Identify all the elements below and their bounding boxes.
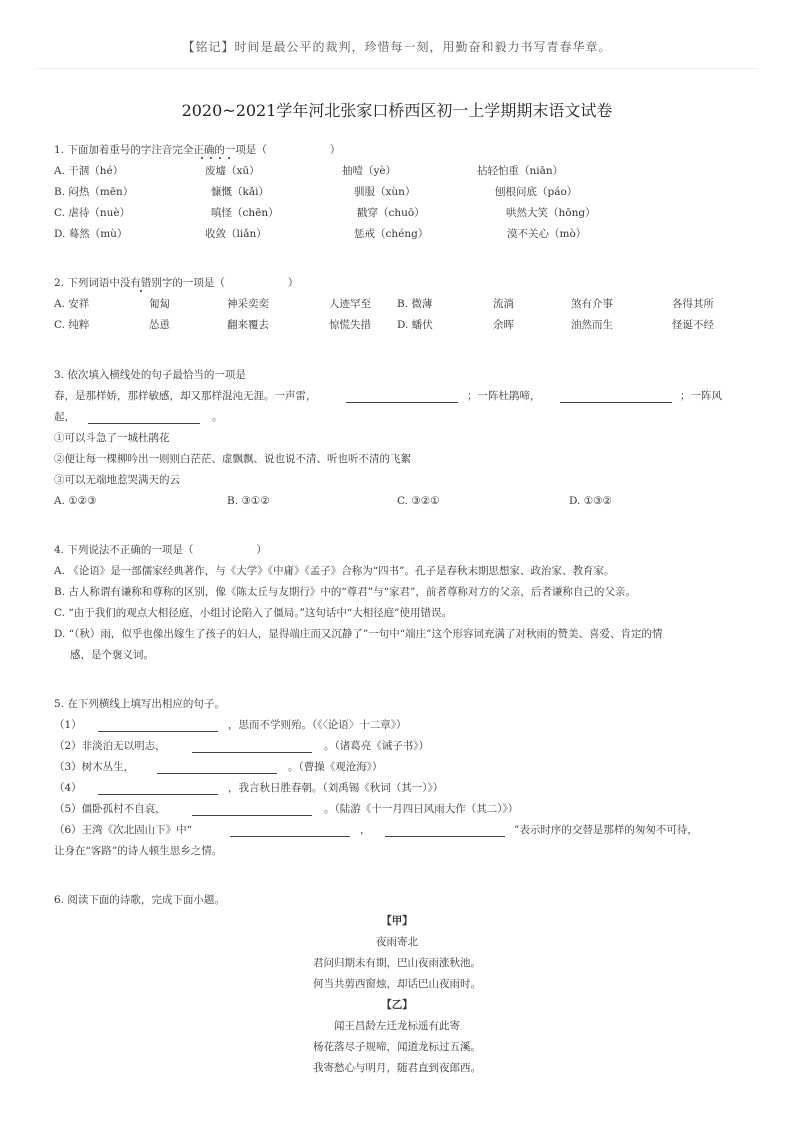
q2-option-a-4: 人迹罕至 xyxy=(329,298,371,310)
q3-choice-c: C. ③②① xyxy=(397,495,440,507)
q5-item-1-label: （1） xyxy=(54,719,82,731)
q3-choice-d: D. ①③② xyxy=(569,495,612,507)
q4-option-c: C. “由于我们的观点大相径庭，小组讨论陷入了僵局。”这句话中“大相径庭”使用错误。 xyxy=(54,607,453,619)
q5-item-2-label: （2）非淡泊无以明志， xyxy=(54,740,166,752)
q2-option-d-1: D. 蟠伏 xyxy=(397,319,433,331)
q2-option-b-1: B. 微薄 xyxy=(397,298,433,310)
q5-blank-5[interactable] xyxy=(192,815,312,816)
q2-option-b-3: 煞有介事 xyxy=(571,298,613,310)
q1-option-d-3: 惩戒（chéng） xyxy=(354,228,429,240)
q2-option-d-3: 油然而生 xyxy=(571,319,613,331)
q1-option-a-3: 抽噎（yè） xyxy=(342,165,397,177)
header-divider xyxy=(36,68,758,69)
q2-option-a-2: 匍匐 xyxy=(149,298,170,310)
q5-blank-3[interactable] xyxy=(157,773,277,774)
q1-option-b-2: 慷慨（kǎi） xyxy=(211,186,269,198)
q3-choice-a: A. ①②③ xyxy=(54,495,97,507)
q2-option-d-4: 怪诞不经 xyxy=(672,319,714,331)
q5-item-6-text: ”表示时序的交替是那样的匆匆不可待， xyxy=(514,824,698,836)
q1-option-a-4: 拈轻怕重（niān） xyxy=(477,165,564,177)
q5-stem: 5. 在下列横线上填写出相应的句子。 xyxy=(54,698,225,710)
q2-option-c-1: C. 纯粹 xyxy=(54,319,90,331)
poem-jia-title: 夜雨寄北 xyxy=(376,936,418,948)
q1-option-c-4: 哄然大笑（hōng） xyxy=(506,207,596,219)
poem-yi-title: 闻王昌龄左迁龙标遥有此寄 xyxy=(334,1020,460,1032)
q2-stem: 2. 下列词语中没有错别字的一项是（ ） xyxy=(54,277,299,289)
q2-option-b-2: 流淌 xyxy=(493,298,514,310)
q3-passage-part: ；一阵杜鹃啼， xyxy=(467,390,541,402)
q2-option-a-3: 神采奕奕 xyxy=(227,298,269,310)
exam-title: 2020~2021学年河北张家口桥西区初一上学期期末语文试卷 xyxy=(181,101,613,120)
q3-blank-2[interactable] xyxy=(560,402,672,403)
q1-option-d-1: D. 蓦然（mù） xyxy=(54,228,128,240)
q5-item-6-separator: ， xyxy=(360,824,371,836)
q1-option-c-3: 戳穿（chuō） xyxy=(357,207,425,219)
q5-blank-2[interactable] xyxy=(192,752,312,753)
q4-option-d: D. “（秋）雨，似乎也像出嫁生了孩子的妇人，显得端庄而又沉静了”一句中“端庄”这个形容词充满了对秋雨的赞美、喜爱、肯定的情 xyxy=(54,628,663,640)
q3-passage-part: ；一阵风 xyxy=(680,390,722,402)
q3-sentence-1: ①可以斗急了一城杜鹃花 xyxy=(54,432,170,444)
q5-item-3-text: 。（曹操《观沧海》） xyxy=(288,761,383,773)
q5-item-4-text: ，我言秋日胜春朝。（刘禹锡《秋词（其一）》） xyxy=(228,782,444,794)
q2-option-c-3: 翻来覆去 xyxy=(227,319,269,331)
q3-passage-part: 。 xyxy=(212,411,223,423)
q4-option-d-continued: 感，是个褒义词。 xyxy=(70,649,154,661)
emphasis-dot xyxy=(140,290,142,292)
q5-item-1-text: ，思而不学则殆。（《〈论语〉十二章》） xyxy=(228,719,407,731)
q5-blank-4[interactable] xyxy=(98,794,218,795)
poem-yi-line-2: 我寄愁心与明月，随君直到夜郎西。 xyxy=(313,1062,481,1074)
emphasis-dot xyxy=(228,157,230,159)
poem-jia-label: 【甲】 xyxy=(381,915,413,927)
q4-option-b: B. 古人称谓有谦称和尊称的区别，像《陈太丘与友期行》中的“尊君”与“家君”，前者尊称对方的父亲，后者谦称自己的父亲。 xyxy=(54,586,636,598)
q1-option-d-4: 漠不关心（mò） xyxy=(507,228,587,240)
q4-option-a: A. 《论语》是一部儒家经典著作，与《大学》《中庸》《孟子》合称为“四书”。孔子是春秋末期思想家、政治家、教育家。 xyxy=(54,565,615,577)
q1-option-c-2: 嗔怪（chēn） xyxy=(211,207,279,219)
q1-stem: 1. 下面加着重号的字注音完全正确的一项是（ ） xyxy=(54,144,341,156)
poem-jia-line-2: 何当共剪西窗烛，却话巴山夜雨时。 xyxy=(313,978,481,990)
q2-option-d-2: 余晖 xyxy=(493,319,514,331)
q1-option-b-1: B. 闷热（mēn） xyxy=(54,186,134,198)
q5-item-6-label: （6）王湾《次北固山下》中“ xyxy=(54,824,193,836)
q3-sentence-2: ②便让每一棵柳吟出一则则白茫茫、虚飘飘、说也说不清、听也听不清的飞絮 xyxy=(54,453,411,465)
q5-item-5-label: （5）僵卧孤村不自哀， xyxy=(54,803,166,815)
q5-blank-7[interactable] xyxy=(385,836,505,837)
poem-yi-line-1: 杨花落尽子规啼，闻道龙标过五溪。 xyxy=(313,1041,481,1053)
q3-sentence-3: ③可以无端地惹哭满天的云 xyxy=(54,474,180,486)
motto-banner: 【铭记】时间是最公平的裁判，珍惜每一刻，用勤奋和毅力书写青春华章。 xyxy=(182,40,612,54)
q6-stem: 6. 阅读下面的诗歌，完成下面小题。 xyxy=(54,894,225,906)
q5-blank-1[interactable] xyxy=(98,731,218,732)
q3-blank-1[interactable] xyxy=(346,402,458,403)
q5-item-2-text: 。（诸葛亮《诫子书》） xyxy=(324,740,429,752)
emphasis-dot xyxy=(210,157,212,159)
q3-stem: 3. 依次填入横线处的句子最恰当的一项是 xyxy=(54,369,246,381)
q3-choice-b: B. ③①② xyxy=(227,495,270,507)
q1-option-a-1: A. 干涸（hé） xyxy=(54,165,124,177)
emphasis-dot xyxy=(201,157,203,159)
poem-jia-line-1: 君问归期未有期，巴山夜雨涨秋池。 xyxy=(313,957,481,969)
q1-option-c-1: C. 虐待（nuè） xyxy=(54,207,131,219)
poem-yi-label: 【乙】 xyxy=(381,999,413,1011)
q1-option-d-2: 收敛（liǎn） xyxy=(205,228,267,240)
q2-option-c-2: 怂恿 xyxy=(149,319,170,331)
q1-option-b-3: 驯服（xùn） xyxy=(354,186,416,198)
q5-item-5-text: 。（陆游《十一月四日风雨大作（其二）》） xyxy=(324,803,519,815)
q2-option-b-4: 各得其所 xyxy=(672,298,714,310)
emphasis-dot xyxy=(219,157,221,159)
q2-option-c-4: 惊慌失措 xyxy=(329,319,371,331)
q1-option-a-2: 废墟（xū） xyxy=(205,165,260,177)
q3-passage-part: 起， xyxy=(54,411,75,423)
q5-item-3-label: （3）树木丛生， xyxy=(54,761,135,773)
q2-option-a-1: A. 安祥 xyxy=(54,298,90,310)
q5-item-6-continued: 让身在“客路”的诗人顿生思乡之情。 xyxy=(54,845,223,857)
q1-option-b-4: 刨根问底（páo） xyxy=(495,186,578,198)
q5-blank-6[interactable] xyxy=(230,836,350,837)
q5-item-4-label: （4） xyxy=(54,782,82,794)
q3-passage-part: 春，是那样娇，那样敏感，却又那样混沌无涯。一声雷， xyxy=(54,390,317,402)
q3-blank-3[interactable] xyxy=(88,423,200,424)
q4-stem: 4. 下列说法不正确的一项是（ ） xyxy=(54,544,267,556)
